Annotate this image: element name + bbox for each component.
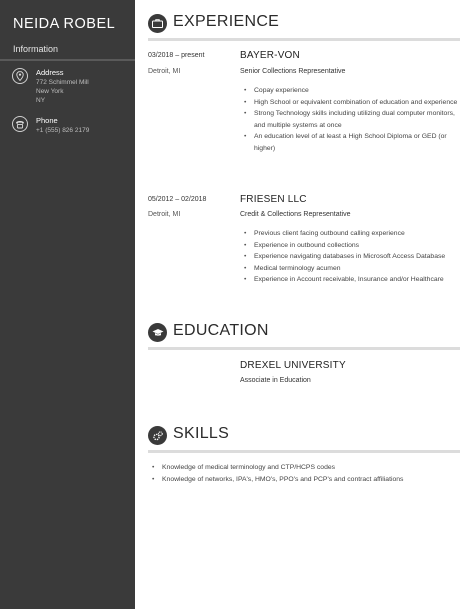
list-item: • High School or equivalent combination of education and experience bbox=[244, 97, 464, 109]
phone-number: +1 (555) 826 2179 bbox=[36, 127, 90, 134]
job-title: Senior Collections Representative bbox=[240, 68, 346, 75]
job-company: BAYER-VON bbox=[240, 50, 300, 61]
education-heading: EDUCATION bbox=[173, 322, 269, 339]
list-item: • Experience in outbound collections bbox=[244, 240, 464, 252]
skills-heading: SKILLS bbox=[173, 425, 230, 442]
phone-icon bbox=[12, 116, 28, 132]
job-location: Detroit, MI bbox=[148, 211, 181, 218]
list-item: • Previous client facing outbound calling experience bbox=[244, 228, 464, 240]
information-divider bbox=[0, 59, 135, 61]
list-item: • Knowledge of networks, IPA's, HMO's, PPO's and PCP's and contract affiliations bbox=[152, 474, 462, 486]
job-dates: 03/2018 – present bbox=[148, 52, 205, 59]
job-location: Detroit, MI bbox=[148, 68, 181, 75]
address-line: 772 Schimmel Mill bbox=[36, 79, 89, 86]
list-item: • Knowledge of medical terminology and CTP/HCPS codes bbox=[152, 462, 462, 474]
address-line: NY bbox=[36, 97, 46, 104]
job-bullets bbox=[244, 228, 464, 286]
job-title: Credit & Collections Representative bbox=[240, 211, 351, 218]
list-item: • Medical terminology acumen bbox=[244, 263, 464, 275]
experience-divider bbox=[148, 38, 460, 41]
degree: Associate in Education bbox=[240, 377, 311, 384]
experience-heading: EXPERIENCE bbox=[173, 13, 280, 30]
job-company: FRIESEN LLC bbox=[240, 194, 307, 205]
briefcase-icon bbox=[148, 14, 167, 33]
list-item: • Copay experience bbox=[244, 85, 464, 97]
list-item: • An education level of at least a High School Diploma or GED (or higher) bbox=[244, 131, 464, 154]
job-dates: 05/2012 – 02/2018 bbox=[148, 196, 207, 203]
location-pin-icon bbox=[12, 68, 28, 84]
candidate-name: NEIDA ROBEL bbox=[13, 16, 116, 32]
address-line: New York bbox=[36, 88, 64, 95]
list-item: • Experience in Account receivable, Insurance and/or Healthcare bbox=[244, 274, 464, 286]
sidebar bbox=[0, 0, 135, 609]
list-item: • Experience navigating databases in Microsoft Access Database bbox=[244, 251, 464, 263]
education-divider bbox=[148, 347, 460, 350]
phone-label: Phone bbox=[36, 116, 58, 125]
graduation-cap-icon bbox=[148, 323, 167, 342]
information-heading: Information bbox=[13, 44, 59, 54]
school-name: DREXEL UNIVERSITY bbox=[240, 360, 346, 371]
gears-icon bbox=[148, 426, 167, 445]
address-label: Address bbox=[36, 68, 64, 77]
job-bullets bbox=[244, 85, 464, 154]
skills-list bbox=[152, 462, 462, 486]
skills-divider bbox=[148, 450, 460, 453]
list-item: • Strong Technology skills including utilizing dual computer monitors, and multiple systems at once bbox=[244, 108, 464, 131]
